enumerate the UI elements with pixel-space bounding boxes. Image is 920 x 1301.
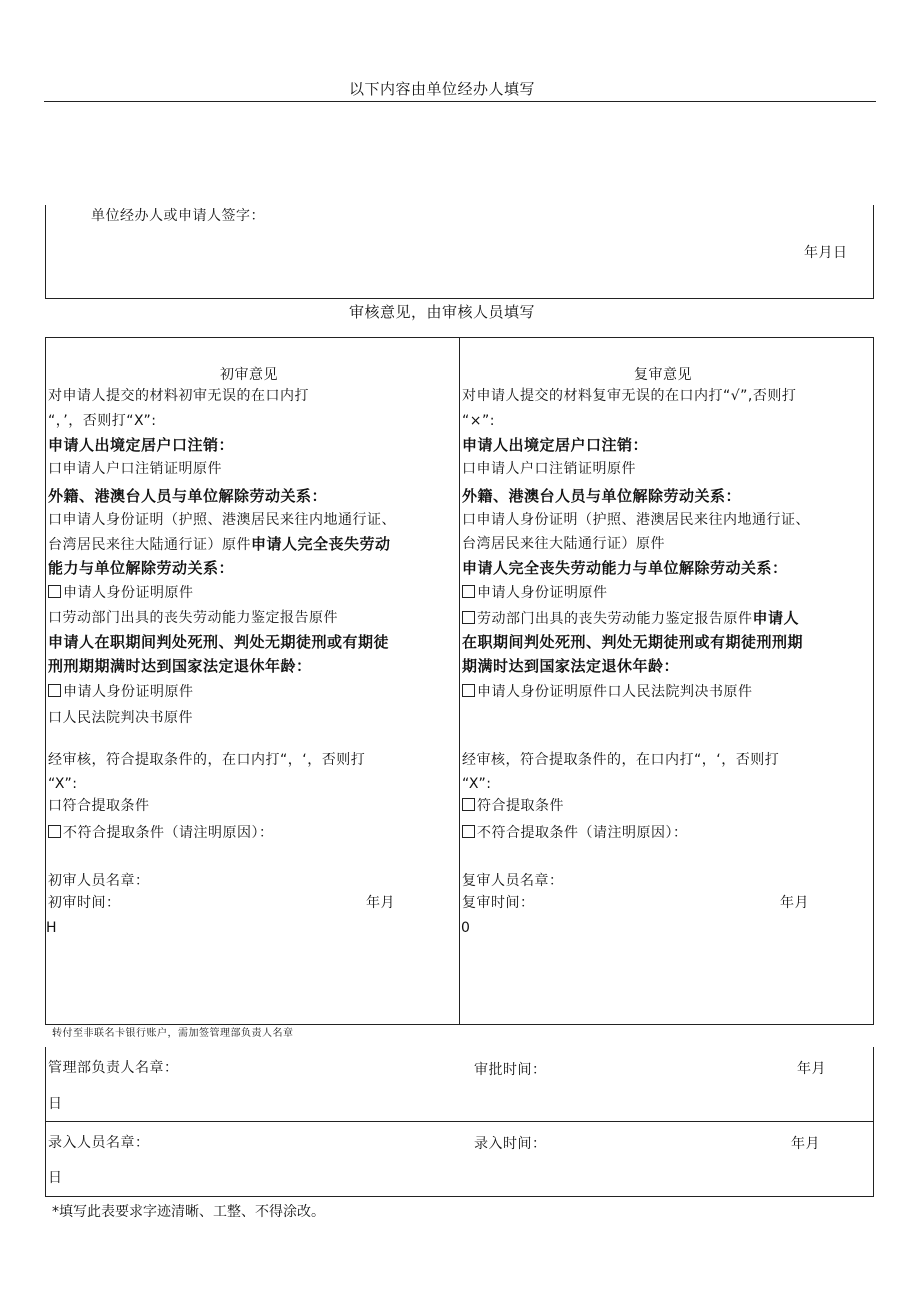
final-group3-item2-checkbox[interactable] [462,611,475,624]
entry-seal-label: 录入人员名章： [48,1135,150,1151]
initial-option-ineligible-row [48,824,274,842]
review-section-title: 审核意见，由审核人员填写 [349,303,536,321]
final-group4-item1: 申请人身份证明原件口人民法院判决书原件 [477,684,753,700]
final-conclusion-2: “X”: [462,776,492,792]
final-conclusion-1: 经审核，符合提取条件的，在口内打“，‘，否则打 [462,752,780,768]
footer-note: *填写此表要求字迹清晰、工整、不得涂改。 [52,1204,325,1220]
signature-label: 单位经办人或申请人签字： [91,208,265,224]
approval-date-ym: 年月 [797,1061,826,1077]
signature-date-label: 年月日 [804,245,848,261]
initial-date-year-month: 年月 [366,895,395,911]
final-group4-title-1: 申请人 [752,609,800,627]
final-group2-title: 外籍、港澳台人员与单位解除劳动关系： [462,487,742,505]
final-ineligible-checkbox[interactable] [462,825,475,838]
entry-time-label: 录入时间： [474,1136,547,1152]
initial-group2-item1-line2a: 台湾居民来往大陆通行证）原件 [48,537,251,553]
final-group4-title-2: 在职期间判处死刑、判处无期徒刑或有期徒刑刑期 [462,633,804,651]
initial-group2-item1-line2 [48,535,391,554]
final-date-year-month: 年月 [780,895,809,911]
initial-review-time: 初审时间： [48,895,121,911]
final-instruction-1: 对申请人提交的材料复审无误的在口内打“√”,否则打 [462,388,797,404]
manager-seal-label: 管理部负责人名章： [48,1060,179,1076]
final-group3-item2-row [462,609,799,628]
final-option-eligible-row [462,797,564,815]
final-heading: 复审意见 [634,367,692,383]
initial-group4-item1: 申请人身份证明原件 [63,684,194,700]
initial-group3-item1-row [48,584,194,602]
final-group4-item1-checkbox[interactable] [462,684,475,697]
initial-conclusion-1: 经审核，符合提取条件的，在口内打“，‘，否则打 [48,752,366,768]
initial-instruction-2: “，’，否则打“X”: [48,413,157,429]
initial-option-eligible: 口符合提取条件 [48,798,150,814]
box-right-border [873,205,874,298]
final-option-eligible: 符合提取条件 [477,798,564,814]
final-option-ineligible-row [462,824,688,842]
approval-bottom-border [45,1196,874,1197]
box-left-border [45,205,46,298]
final-group2-item1-line1: 口申请人身份证明（护照、港澳居民来往内地通行证、 [462,512,810,528]
initial-group2-title: 外籍、港澳台人员与单位解除劳动关系： [48,487,328,505]
approval-time-label: 审批时间： [474,1062,547,1078]
initial-date-day: H [46,920,58,936]
final-eligible-checkbox[interactable] [462,798,475,811]
initial-group4-item1-checkbox[interactable] [48,684,61,697]
initial-group3-title-part2: 能力与单位解除劳动关系： [48,559,235,577]
entry-date-day: 日 [48,1170,63,1186]
approval-note: 转付至非联名卡银行账户，需加签管理部负责人名章 [52,1028,294,1039]
final-group2-item1-line2: 台湾居民来往大陆通行证）原件 [462,536,665,552]
review-divider [459,337,460,1025]
initial-option-ineligible: 不符合提取条件（请注明原因）： [63,825,274,841]
initial-heading: 初审意见 [220,367,278,383]
initial-group4-title-1: 申请人在职期间判处死刑、判处无期徒刑或有期徒 [48,633,390,651]
applicant-section-title: 以下内容由单位经办人填写 [349,80,536,98]
initial-ineligible-checkbox[interactable] [48,825,61,838]
initial-group3-item2: 口劳动部门出具的丧失劳动能力鉴定报告原件 [48,610,338,626]
entry-date-ym: 年月 [791,1136,820,1152]
initial-group4-title-2: 刑刑期期满时达到国家法定退休年龄： [48,657,312,675]
final-group3-item1-checkbox[interactable] [462,585,475,598]
initial-group3-title-part1: 申请人完全丧失劳动 [251,535,391,553]
initial-group3-item1-checkbox[interactable] [48,585,61,598]
initial-group1-title: 申请人出境定居户口注销： [48,436,235,454]
approval-date-day: 日 [48,1096,63,1112]
initial-group1-item1: 口申请人户口注销证明原件 [48,461,222,477]
initial-group4-item2: 口人民法院判决书原件 [48,710,193,726]
approval-row-divider [45,1121,874,1122]
initial-group4-item1-row [48,683,194,701]
initial-instruction-1: 对申请人提交的材料初审无误的在口内打 [48,388,309,404]
final-group1-item1: 口申请人户口注销证明原件 [462,461,636,477]
final-group4-item1-row [462,683,753,701]
final-group3-item2: 劳动部门出具的丧失劳动能力鉴定报告原件 [477,611,753,627]
final-group3-title: 申请人完全丧失劳动能力与单位解除劳动关系： [462,559,788,577]
final-review-time: 复审时间： [462,895,535,911]
final-option-ineligible: 不符合提取条件（请注明原因）： [477,825,688,841]
final-date-day: 0 [461,920,471,936]
final-group3-item1-row [462,584,608,602]
final-reviewer-seal: 复审人员名章： [462,873,564,889]
box-bottom-border [45,298,874,299]
initial-group2-item1-line1: 口申请人身份证明（护照、港澳居民来往内地通行证、 [48,512,396,528]
initial-conclusion-2: “X”: [48,776,78,792]
initial-reviewer-seal: 初审人员名章： [48,873,150,889]
final-group3-item1: 申请人身份证明原件 [477,585,608,601]
final-group4-title-3: 期满时达到国家法定退休年龄： [462,657,680,675]
initial-group3-item1: 申请人身份证明原件 [63,585,194,601]
header-rule [44,101,876,102]
final-instruction-2: “×”: [462,413,495,429]
review-right-border [873,337,874,1025]
final-group1-title: 申请人出境定居户口注销： [462,436,649,454]
